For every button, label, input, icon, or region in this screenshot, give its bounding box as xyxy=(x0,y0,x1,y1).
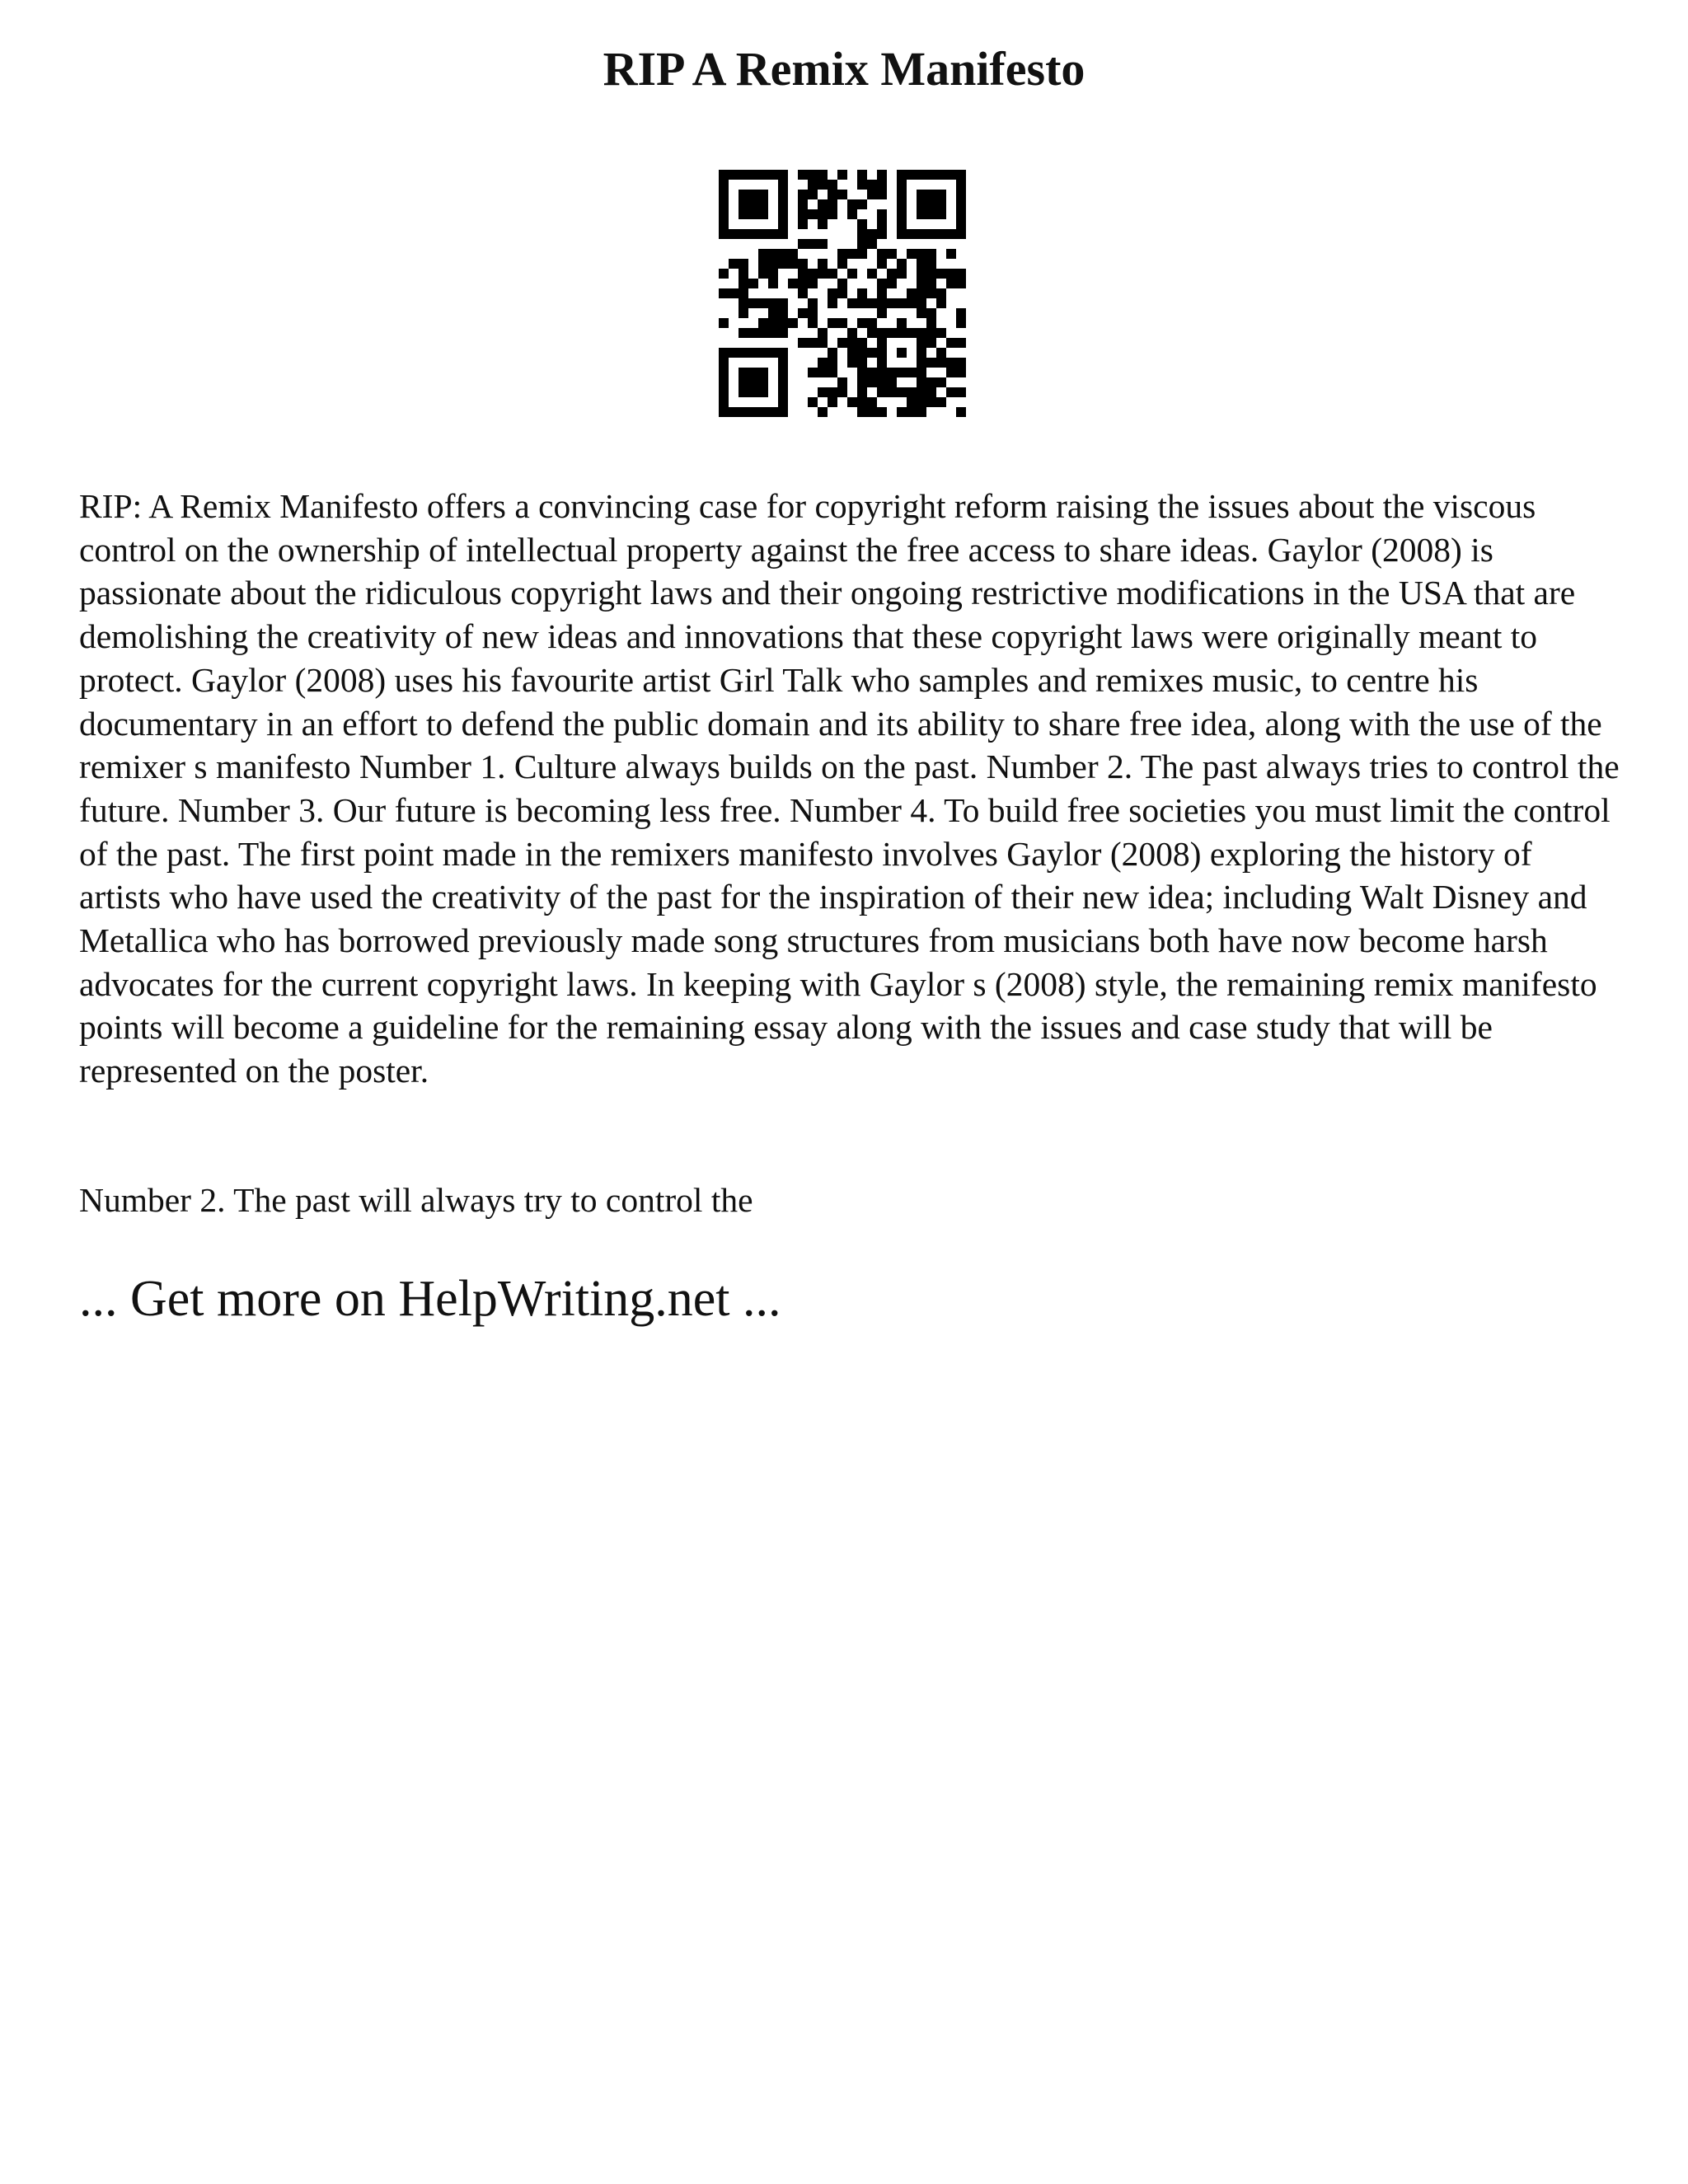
page-title: RIP A Remix Manifesto xyxy=(603,42,1085,96)
body-paragraph-continued: Number 2. The past will always try to control the xyxy=(79,1181,753,1219)
body-paragraph: RIP: A Remix Manifesto offers a convincing case for copyright reform raising the issues about the viscous control on the ownership of intellectual property against the free access to share ideas. Gaylor (2008) is passionate about the ridiculous copyright laws and their ongoing restrictive modifications in the USA that are demolishing the creativity of new ideas and innovations that these copyright laws were originally meant to protect. Gaylor (2008) uses his favourite artist Girl Talk who samples and remixes music, to centre his documentary in an effort to defend the public domain and its ability to share free idea, along with the use of the remixer s manifesto Number 1. Culture always builds on the past. Number 2. The past always tries to control the future. Number 3. Our future is becoming less free. Number 4. To build free societies you must limit the control of the past. The first point made in the remixers manifesto involves Gaylor (2008) exploring the history of artists who have used the creativity of the past for the inspiration of their new idea; including Walt Disney and Metallica who has borrowed previously made song structures from musicians both have now become harsh advocates for the current copyright laws. In keeping with Gaylor s (2008) style, the remaining remix manifesto points will become a guideline for the remaining essay along with the issues and case study that will be represented on the poster. xyxy=(79,487,1620,1090)
qr-code-icon[interactable] xyxy=(719,170,966,417)
get-more-link[interactable]: ... Get more on HelpWriting.net ... xyxy=(79,1271,781,1327)
